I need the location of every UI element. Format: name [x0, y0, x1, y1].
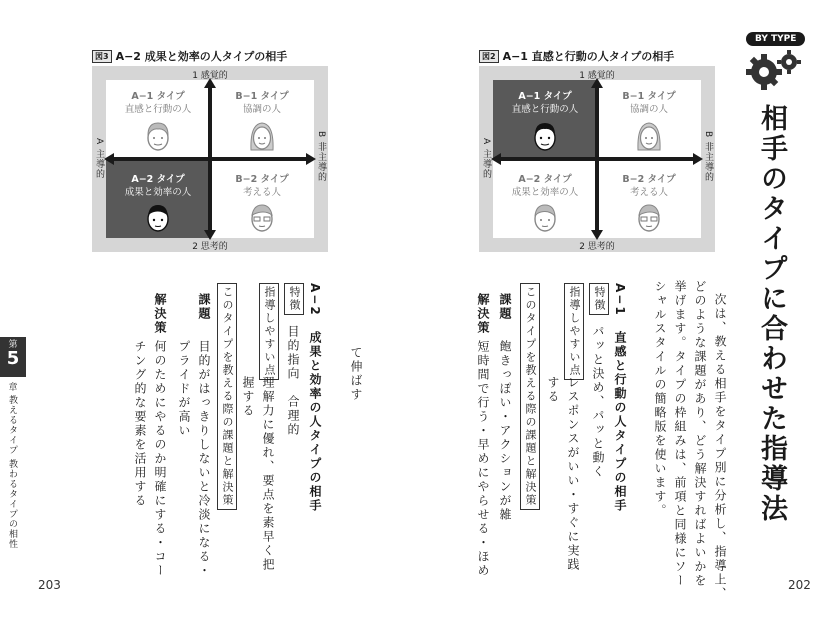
vertical-axis	[595, 86, 599, 232]
solution-label: 解決策	[476, 293, 490, 335]
issue-solution-box-label: このタイプを教える際の課題と解決策	[217, 283, 237, 510]
gears-icon	[744, 48, 804, 92]
quadrant-desc: 成果と効率の人	[511, 187, 579, 198]
solution-label: 解決策	[153, 293, 167, 335]
quadrant-desc: 考える人	[629, 187, 668, 198]
left-quadrant-a1	[106, 80, 210, 159]
axis-label-top: 1 感覚的	[192, 71, 228, 81]
right-figure-frame	[479, 66, 715, 252]
page-title: 相手のタイプに合わせた指導法	[756, 104, 787, 524]
person-short-hair-icon	[531, 201, 559, 233]
intro-line-1: 次は、教える相手をタイプ別に分析し、指導上、	[713, 293, 727, 601]
section-heading-a2: A−2 成果と効率の人タイプの相手	[308, 283, 322, 513]
left-figure-plot	[106, 80, 314, 238]
quadrant-desc: 直感と行動の人	[511, 104, 579, 115]
guidance-text-1: 理解力に優れ、要点を素早く把	[261, 376, 275, 572]
right-quadrant-a1	[493, 80, 597, 159]
issue-text-1: 目的がはっきりしないと冷淡になる・	[197, 340, 211, 578]
quadrant-desc: 考える人	[242, 187, 281, 198]
feature-text: パッと決め、パッと動く	[591, 325, 605, 479]
left-figure-number: 図3	[92, 50, 112, 63]
axis-label-top: 1 感覚的	[579, 71, 615, 81]
issue-label: 課題	[498, 293, 512, 321]
left-figure-title: A−2 成果と効率の人タイプの相手	[115, 50, 288, 63]
quadrant-type: B−1 タイプ	[622, 91, 676, 102]
guidance-label: 指導しやすい点	[564, 283, 584, 380]
solution-text-1: 何のためにやるのか明確にする・コー	[153, 340, 167, 578]
person-long-hair-icon	[248, 120, 276, 152]
right-quadrant-a2	[493, 159, 597, 238]
chapter-label-top: 第	[8, 340, 18, 350]
solution-text-2: チング的な要素を活用する	[133, 340, 147, 508]
feature-label: 特徴	[589, 283, 609, 315]
right-figure-plot	[493, 80, 701, 238]
left-quadrant-b2	[210, 159, 314, 238]
section-heading-a1: A−1 直感と行動の人タイプの相手	[613, 283, 627, 513]
right-figure-title: A−1 直感と行動の人タイプの相手	[502, 50, 675, 63]
feature-label: 特徴	[284, 283, 304, 315]
quadrant-type: A−1 タイプ	[131, 91, 185, 102]
left-quadrant-b1	[210, 80, 314, 159]
person-glasses-icon	[635, 201, 663, 233]
chapter-number: 5	[6, 348, 20, 369]
issue-text: 飽きっぽい・アクションが雑	[498, 340, 512, 522]
right-figure-number: 図2	[479, 50, 499, 63]
right-quadrant-b1	[597, 80, 701, 159]
issue-text-2: プライドが高い	[177, 340, 191, 438]
left-figure-frame	[92, 66, 328, 252]
intro-line-4: シャルスタイルの簡略版を使います。	[653, 280, 667, 518]
running-head: 教えるタイプ 教わるタイプの相性	[7, 395, 17, 549]
carry-over-text: て伸ばす	[349, 346, 363, 402]
quadrant-type: A−2 タイプ	[518, 174, 572, 185]
page-number-right: 202	[788, 578, 811, 592]
person-curly-hair-icon	[531, 120, 559, 152]
by-type-badge: BY TYPE	[746, 32, 805, 46]
issue-label: 課題	[197, 293, 211, 321]
guidance-text-1: レスポンスがいい・すぐに実践	[566, 376, 580, 572]
issue-solution-box-label: このタイプを教える際の課題と解決策	[520, 283, 540, 510]
quadrant-desc: 成果と効率の人	[124, 187, 192, 198]
person-long-hair-icon	[635, 120, 663, 152]
guidance-text-2: 握する	[241, 376, 255, 418]
quadrant-type: B−2 タイプ	[235, 174, 289, 185]
quadrant-desc: 直感と行動の人	[124, 104, 192, 115]
chapter-marker	[0, 340, 26, 368]
axis-label-bottom: 2 思考的	[192, 242, 228, 252]
quadrant-type: B−1 タイプ	[235, 91, 289, 102]
axis-label-left: A 主導的	[94, 138, 104, 180]
axis-label-right: B 非主導的	[703, 131, 713, 183]
quadrant-desc: 協調の人	[242, 104, 281, 115]
person-short-hair-icon	[144, 201, 172, 233]
guidance-label: 指導しやすい点	[259, 283, 279, 380]
person-curly-hair-icon	[144, 120, 172, 152]
quadrant-desc: 協調の人	[629, 104, 668, 115]
vertical-axis	[208, 86, 212, 232]
solution-text: 短時間で行う・早めにやらせる・ほめ	[476, 340, 490, 578]
left-figure-caption	[92, 48, 287, 64]
quadrant-type: A−2 タイプ	[131, 174, 185, 185]
quadrant-type: A−1 タイプ	[518, 91, 572, 102]
axis-label-bottom: 2 思考的	[579, 242, 615, 252]
quadrant-type: B−2 タイプ	[622, 174, 676, 185]
intro-line-2: どのような課題があり、どう解決すればよいかを	[693, 280, 707, 588]
person-glasses-icon	[248, 201, 276, 233]
feature-text: 目的指向 合理的	[286, 325, 300, 437]
guidance-text-2: する	[546, 376, 560, 404]
page-number-left: 203	[38, 578, 61, 592]
right-quadrant-b2	[597, 159, 701, 238]
chapter-label-bottom: 章	[8, 383, 18, 393]
axis-label-left: A 主導的	[481, 138, 491, 180]
left-quadrant-a2	[106, 159, 210, 238]
axis-label-right: B 非主導的	[316, 131, 326, 183]
intro-line-3: 挙げます。タイプの枠組みは、前項と同様にソー	[673, 280, 687, 588]
right-figure-caption	[479, 48, 674, 64]
